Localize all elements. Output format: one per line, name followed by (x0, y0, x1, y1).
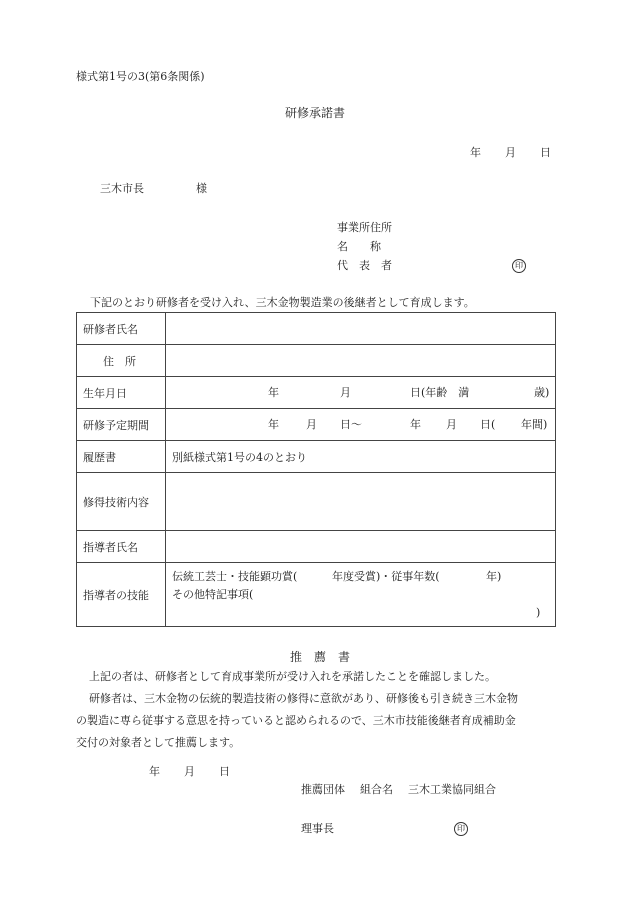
row-instructor-skill (77, 563, 556, 627)
birth-label: 生年月日 (77, 377, 166, 409)
period-month1: 月 (306, 417, 317, 431)
row-address (77, 345, 556, 377)
skill-award-text: 伝統工芸士・技能顕功賞( (172, 570, 298, 583)
union-label: 組合名 (360, 783, 393, 796)
date-month: 月 (505, 146, 516, 159)
period-day2: 日( (480, 417, 496, 431)
recommendation-title: 推 薦 書 (290, 650, 351, 664)
instructor-skill-field[interactable] (166, 563, 556, 627)
row-instructor-name (77, 531, 556, 563)
addressee-honorific: 様 (196, 182, 207, 195)
instructor-name-label: 指導者氏名 (77, 531, 166, 563)
intro-text: 下記のとおり研修者を受け入れ、三木金物製造業の後継者として育成します。 (90, 296, 475, 309)
instructor-name-field[interactable] (166, 531, 556, 563)
trainee-form-table (76, 312, 556, 627)
skill-award-year-text: 年度受賞)・従事年数( (332, 570, 440, 583)
office-address-label: 事業所住所 (337, 221, 392, 234)
birth-month: 月 (340, 385, 351, 399)
rec-date-year: 年 (149, 765, 160, 778)
rec-date-month: 月 (184, 765, 195, 778)
trainee-name-field[interactable] (166, 313, 556, 345)
recommendation-para2-line2: の製造に専ら従事する意思を持っていると認められるので、三木市技能後継者育成補助金 (76, 714, 516, 727)
recommendation-para2-line3: 交付の対象者として推薦します。 (76, 736, 241, 749)
birth-age-unit: 歳) (534, 385, 550, 399)
resume-value: 別紙様式第1号の4のとおり (166, 441, 556, 473)
period-years: 年間) (521, 417, 548, 431)
period-day1: 日～ (340, 417, 362, 431)
row-skill-content (77, 473, 556, 531)
birth-year: 年 (268, 385, 279, 399)
date-year: 年 (470, 146, 481, 159)
seal-mark: 印 (512, 259, 526, 273)
recommendation-para1: 上記の者は、研修者として育成事業所が受け入れを承諾したことを確認しました。 (89, 670, 496, 683)
period-year2: 年 (410, 417, 421, 431)
document-title: 研修承諾書 (285, 106, 346, 120)
chairman-label: 理事長 (301, 822, 334, 835)
form-number: 様式第1号の3(第6条関係) (76, 70, 205, 83)
row-birth (77, 377, 556, 409)
instructor-skill-label: 指導者の技能 (77, 563, 166, 627)
recommendation-para2-line1: 研修者は、三木金物の伝統的製造技術の修得に意欲があり、研修後も引き続き三木金物 (89, 692, 518, 705)
skill-content-field[interactable] (166, 473, 556, 531)
birth-day-age: 日(年齢 満 (410, 385, 470, 399)
org-label: 推薦団体 (301, 783, 345, 796)
skill-content-label: 修得技術内容 (77, 473, 166, 531)
date-day: 日 (540, 146, 551, 159)
seal-mark-chairman: 印 (454, 822, 468, 836)
address-field[interactable] (166, 345, 556, 377)
recommendation-body (76, 666, 556, 754)
period-month2: 月 (446, 417, 457, 431)
skill-other-text: その他特記事項( (172, 588, 254, 601)
address-label: 住 所 (77, 345, 166, 377)
row-trainee-name (77, 313, 556, 345)
birth-field[interactable] (166, 377, 556, 409)
period-field[interactable] (166, 409, 556, 441)
period-label: 研修予定期間 (77, 409, 166, 441)
row-period (77, 409, 556, 441)
period-year1: 年 (268, 417, 279, 431)
skill-close-paren: ) (536, 606, 541, 619)
office-rep-label: 代 表 者 (337, 259, 392, 272)
skill-years-text: 年) (486, 570, 502, 583)
addressee-name: 三木市長 (100, 182, 144, 195)
resume-label: 履歴書 (77, 441, 166, 473)
office-name-label: 名 称 (337, 240, 381, 253)
union-name: 三木工業協同組合 (408, 783, 496, 796)
rec-date-day: 日 (219, 765, 230, 778)
row-resume (77, 441, 556, 473)
trainee-name-label: 研修者氏名 (77, 313, 166, 345)
